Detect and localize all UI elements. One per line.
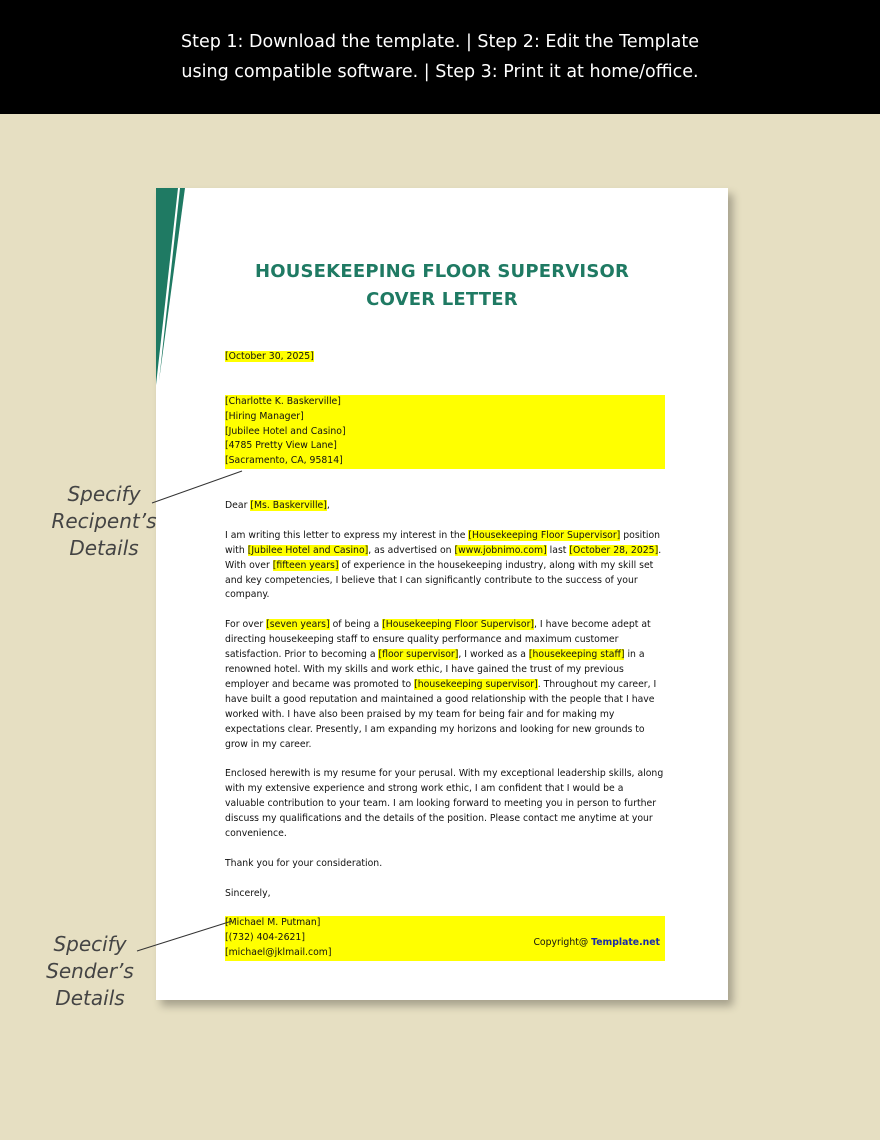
- field-prior-role[interactable]: [floor supervisor]: [378, 649, 459, 661]
- letter-title-line-2: COVER LETTER: [366, 289, 518, 310]
- recipient-street[interactable]: [4785 Pretty View Lane]: [225, 439, 665, 454]
- recipient-callout: Specify Recipent’s Details: [51, 482, 157, 560]
- field-promoted-role[interactable]: [housekeeping supervisor]: [414, 678, 538, 690]
- sender-phone[interactable]: [(732) 404-2621]: [225, 931, 665, 946]
- salutation: Dear [Ms. Baskerville],: [225, 500, 330, 512]
- paragraph-experience: For over [seven years] of being a [Housekeeping Floor Supervisor], I have become adept at directing housekeeping staff to ensure quality performance and maximum customer satisfaction. Prior to becoming a [floor supervisor], I worked as a [housekeeping staff] in a renowned hotel. With my skills and work ethic, I have gained the trust of my previous employer and became was promoted to [housekeeping supervisor]. Throughout my career, I have built a good reputation and maintained a good relationship with the people that I have worked with. I have also been praised by my team for being fair and for making my expectations clear. Presently, I am expanding my horizons and looking for new grounds to grow in my career.: [225, 619, 657, 750]
- letter-date[interactable]: [October 30, 2025]: [225, 351, 314, 362]
- closing-line: Sincerely,: [225, 887, 271, 899]
- field-position[interactable]: [Housekeeping Floor Supervisor]: [468, 529, 621, 541]
- field-job-site[interactable]: [www.jobnimo.com]: [454, 544, 547, 556]
- field-supervisor-years[interactable]: [seven years]: [266, 619, 330, 631]
- recipient-city[interactable]: [Sacramento, CA, 95814]: [225, 454, 665, 469]
- field-earlier-role[interactable]: [housekeeping staff]: [528, 649, 625, 661]
- sender-name[interactable]: [Michael M. Putman]: [225, 916, 665, 931]
- sender-callout: Specify Sender’s Details: [46, 932, 134, 1010]
- letter-title-line-1: HOUSEKEEPING FLOOR SUPERVISOR: [254, 261, 630, 282]
- thanks-line: Thank you for your consideration.: [225, 857, 383, 869]
- sender-email[interactable]: [michael@jklmail.com]: [225, 946, 665, 961]
- field-experience-years[interactable]: [fifteen years]: [272, 559, 339, 571]
- paragraph-enclosure: Enclosed herewith is my resume for your perusal. With my exceptional leadership skills, along with my extensive experience and strong work ethic, I am confident that I would be a valuable contribution to your team. I am looking forward to meeting you in person to further discuss my qualifications and the details of the position. Please contact me anytime at your convenience.: [225, 768, 664, 839]
- recipient-company[interactable]: [Jubilee Hotel and Casino]: [225, 425, 665, 440]
- field-posting-date[interactable]: [October 28, 2025]: [569, 544, 659, 556]
- template-net-link[interactable]: Template.net: [591, 937, 660, 948]
- copyright-notice: Copyright@ Template.net: [533, 937, 660, 948]
- banner-line-1: Step 1: Download the template. | Step 2: Edit the Template: [180, 32, 699, 52]
- banner-line-2: using compatible software. | Step 3: Print it at home/office.: [181, 62, 699, 82]
- salutation-name[interactable]: [Ms. Baskerville]: [250, 500, 327, 512]
- recipient-name[interactable]: [Charlotte K. Baskerville]: [225, 395, 665, 410]
- paragraph-interest: I am writing this letter to express my interest in the [Housekeeping Floor Supervisor] position with [Jubilee Hotel and Casino], as advertised on [www.jobnimo.com] last [October 28, 2025]. With over [fifteen years] of experience in the housekeeping industry, along with my skill set and key competencies, I believe that I can significantly contribute to the success of your company.: [225, 529, 662, 601]
- field-current-role[interactable]: [Housekeeping Floor Supervisor]: [382, 619, 535, 631]
- field-company[interactable]: [Jubilee Hotel and Casino]: [247, 544, 369, 556]
- recipient-title[interactable]: [Hiring Manager]: [225, 410, 665, 425]
